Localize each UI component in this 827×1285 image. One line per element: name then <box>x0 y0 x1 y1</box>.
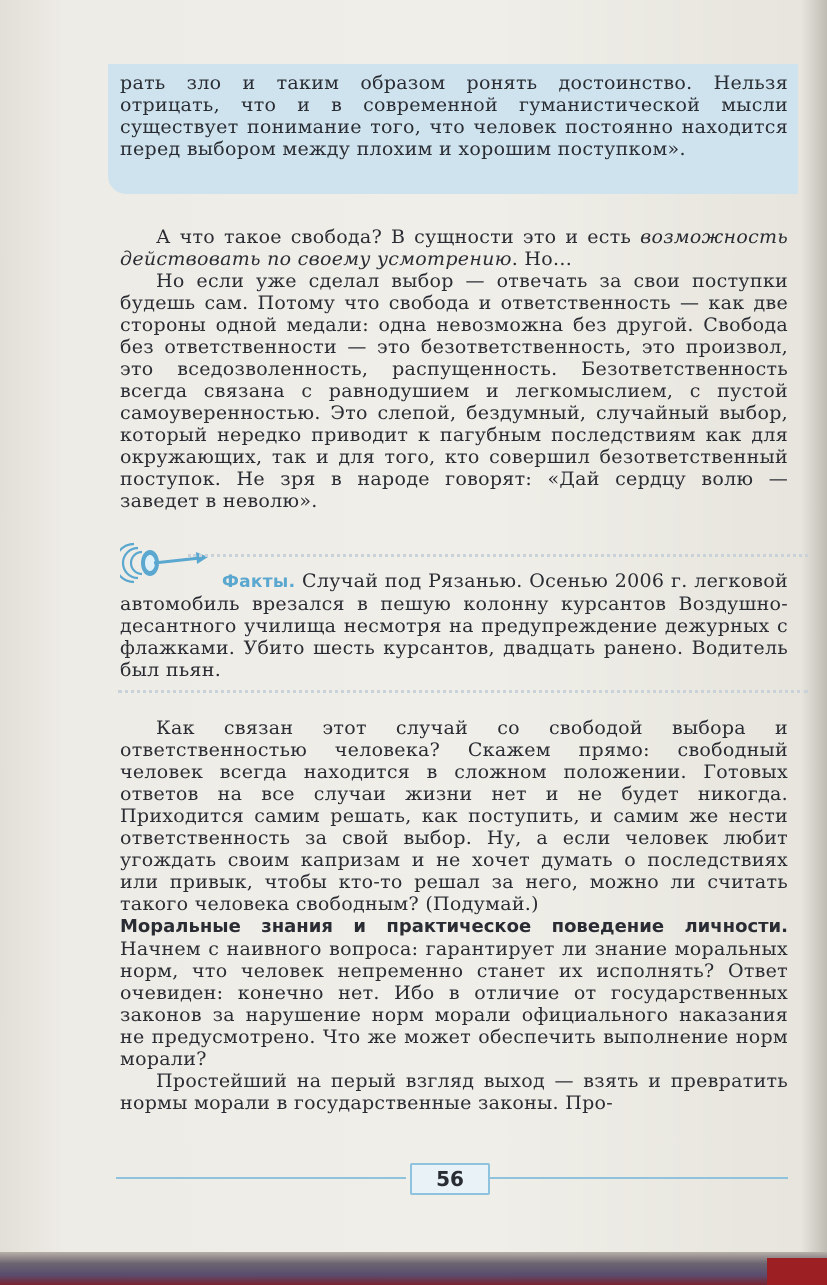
paragraph-1-italic: возможность действовать по своему усмотрению <box>120 226 788 270</box>
facts-text-block <box>120 570 788 681</box>
facts-top-rule <box>188 554 808 557</box>
paragraph-responsibility: Но если уже сделал выбор — отвечать за свои поступки будешь сам. Потому что свобода и ответственность — как две стороны одной медали: одна невозможна без другой. Свобода без ответственности — это безответственность, это произвол, это вседозволенность, распущенность. Безответственность всегда связана с равнодушием и легкомыслием, с пустой самоуверенностью. Это слепой, бездумный, случайный выбор, который нередко приводит к пагубным последствиям как для окружающих, так и для того, кто совершил безответственный поступок. Не зря в народе говорят: «Дай сердцу волю — заведет в неволю». <box>120 270 788 512</box>
paragraph-moral-knowledge <box>120 915 788 1070</box>
facts-box <box>118 540 808 700</box>
quote-text-block <box>120 72 788 160</box>
facts-body: Случай под Рязанью. Осенью 2006 г. легковой автомобиль врезался в пешую колонну курсантов Воздушно-десантного училища несмотря на предупреждение дежурных с флажками. Убито шесть курсантов, двадцать ранено. Водитель был пьян. <box>120 570 788 681</box>
facts-bottom-rule <box>118 690 808 693</box>
book-edge-strip <box>0 1252 827 1285</box>
paragraph-1-end: . Но... <box>511 248 573 270</box>
paragraph-freedom-definition <box>120 226 788 270</box>
facts-paragraph <box>120 570 788 681</box>
main-text-block <box>120 226 788 512</box>
page-number: 56 <box>410 1163 490 1195</box>
section-heading-body: Начнем с наивного вопроса: гарантирует ли знание моральных норм, что человек непременно станет их исполнять? Ответ очевиден: конечно нет. Ибо в отличие от государственных законов за нарушение норм морали официального наказания не предусмотрено. Что же может обеспечить выполнение норм морали? <box>120 938 788 1070</box>
footer-rule-right <box>488 1177 788 1179</box>
paragraph-simplest-way: Простейший на перый взгляд выход — взять и превратить нормы морали в государственные законы. Про- <box>120 1070 788 1114</box>
paragraph-case-analysis: Как связан этот случай со свободой выбора и ответственностью человека? Скажем прямо: свободный человек всегда находится в сложном положении. Готовых ответов на все случаи жизни нет и не будет никогда. Приходится самим решать, как поступить, и самим же нести ответственность за свой выбор. Ну, а если человек любит угождать своим капризам и не хочет думать о последствиях или привык, чтобы кто-то решал за него, можно ли считать такого человека свободным? (Подумай.) <box>120 717 788 915</box>
section-heading: Моральные знания и практическое поведение личности. <box>120 916 788 937</box>
section-text-block <box>120 717 788 1114</box>
footer-rule-left <box>116 1177 406 1179</box>
paragraph-1-start: А что такое свобода? В сущности это и есть <box>156 226 641 248</box>
facts-label: Факты. <box>222 572 296 592</box>
book-cover-edge <box>767 1258 827 1285</box>
quote-text: рать зло и таким образом ронять достоинство. Нельзя отрицать, что и в современной гуманистической мысли существует понимание того, что человек постоянно находится перед выбором между плохим и хорошим поступком». <box>120 72 788 160</box>
